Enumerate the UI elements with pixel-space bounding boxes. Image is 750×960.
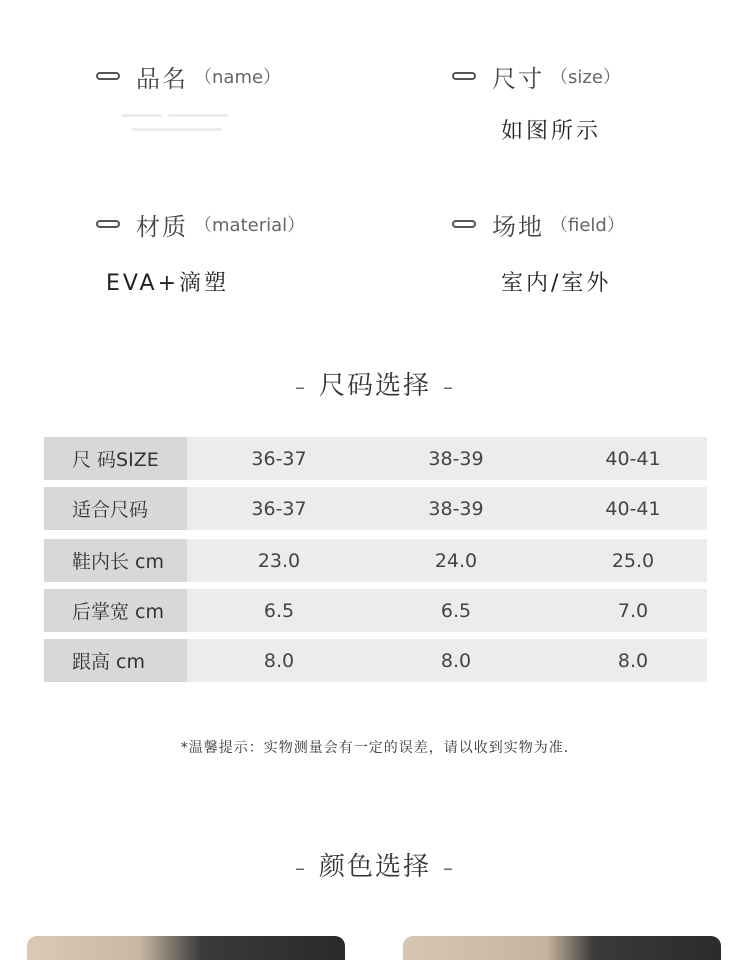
attr-field-sub: （field） xyxy=(550,215,625,236)
title-dash-right: – xyxy=(443,375,455,399)
attr-material-value: EVA+滴塑 xyxy=(106,271,230,296)
attr-name xyxy=(96,61,281,91)
attr-name-sub: （name） xyxy=(194,67,282,88)
row-header: 尺 码SIZE xyxy=(44,437,187,480)
pill-icon xyxy=(452,220,476,228)
title-dash-left: – xyxy=(294,375,307,399)
color-section-title xyxy=(0,846,750,883)
size-section-title-text: 尺码选择 xyxy=(318,371,431,401)
color-option-photo[interactable] xyxy=(403,936,721,960)
pill-icon xyxy=(452,72,476,80)
attr-size-sub: （size） xyxy=(550,67,621,88)
pill-icon xyxy=(96,220,120,228)
table-cell: 23.0 xyxy=(257,549,301,572)
title-dash-left: – xyxy=(294,856,307,880)
table-cell: 36-37 xyxy=(251,447,307,470)
attr-field-label: 场地 xyxy=(492,212,544,241)
attr-size xyxy=(452,61,621,91)
row-header: 适合尺码 xyxy=(44,487,187,530)
attr-material xyxy=(96,209,305,239)
table-cell: 6.5 xyxy=(263,599,295,622)
row-header: 后掌宽 cm xyxy=(44,589,187,632)
table-cell: 25.0 xyxy=(611,549,655,572)
title-dash-right: – xyxy=(443,856,455,880)
attr-name-value-blurred xyxy=(118,106,236,140)
attr-field-value: 室内/室外 xyxy=(501,271,612,296)
attr-material-sub: （material） xyxy=(194,215,306,236)
table-cell: 40-41 xyxy=(605,497,661,520)
table-row xyxy=(44,437,707,480)
table-row xyxy=(44,539,707,582)
table-cell: 38-39 xyxy=(428,497,484,520)
attr-material-label: 材质 xyxy=(136,212,188,241)
row-header: 跟高 cm xyxy=(44,639,187,682)
table-cell: 8.0 xyxy=(617,649,649,672)
table-cell: 36-37 xyxy=(251,497,307,520)
measurement-tip: *温馨提示：实物测量会有一定的误差，请以收到实物为准. xyxy=(180,740,570,756)
attr-size-value: 如图所示 xyxy=(501,119,602,144)
attr-field xyxy=(452,209,625,239)
table-row xyxy=(44,487,707,530)
size-section-title xyxy=(0,365,750,402)
color-section-title-text: 颜色选择 xyxy=(318,852,431,882)
table-cell: 8.0 xyxy=(440,649,472,672)
attr-size-label: 尺寸 xyxy=(492,64,544,93)
table-cell: 40-41 xyxy=(605,447,661,470)
attr-name-label: 品名 xyxy=(136,64,188,93)
row-header: 鞋内长 cm xyxy=(44,539,187,582)
table-row xyxy=(44,589,707,632)
color-option-photo[interactable] xyxy=(27,936,345,960)
pill-icon xyxy=(96,72,120,80)
table-row xyxy=(44,639,707,682)
table-cell: 38-39 xyxy=(428,447,484,470)
table-cell: 8.0 xyxy=(263,649,295,672)
table-cell: 24.0 xyxy=(434,549,478,572)
table-cell: 7.0 xyxy=(617,599,649,622)
table-cell: 6.5 xyxy=(440,599,472,622)
